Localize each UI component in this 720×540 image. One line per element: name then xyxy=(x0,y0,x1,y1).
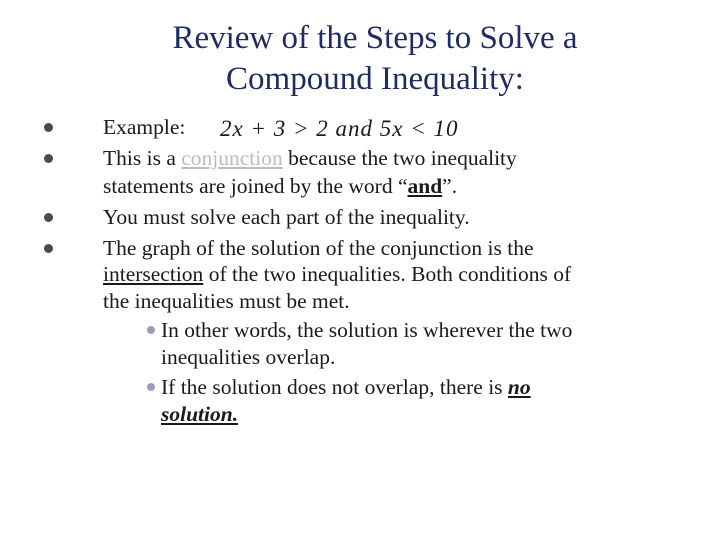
term-no: no xyxy=(507,375,531,399)
term-solution: solution. xyxy=(161,402,239,426)
title-line-1: Review of the Steps to Solve a xyxy=(172,20,578,56)
bullet-dot-icon xyxy=(44,154,53,163)
bullet-line: the inequalities must be met. xyxy=(103,289,350,313)
bullet-dot-icon xyxy=(44,123,53,132)
subbullet-dot-icon xyxy=(147,383,155,391)
title-line-2: Compound Inequality: xyxy=(226,61,524,97)
example-math: 2x + 3 > 2 and 5x < 10 xyxy=(220,116,459,141)
subbullet-dot-icon xyxy=(147,326,155,334)
term-conjunction: conjunction xyxy=(181,146,283,170)
bullet-dot-icon xyxy=(44,213,53,222)
subbullet-line xyxy=(161,400,238,428)
bullet-dot-icon xyxy=(44,244,53,253)
example-label: Example: xyxy=(103,115,186,139)
bullet-line: statements are joined by the word “and”. xyxy=(103,174,458,198)
bullet-line: This is a conjunction because the two inequality xyxy=(103,146,517,170)
bullet-line: intersection of the two inequalities. Both conditions of xyxy=(103,262,572,286)
slide-title xyxy=(140,18,610,100)
term-intersection: intersection xyxy=(103,262,204,286)
subbullet-line: inequalities overlap. xyxy=(161,345,336,369)
term-and: and xyxy=(407,174,443,198)
bullet-line: The graph of the solution of the conjunction is the xyxy=(103,236,534,260)
subbullet-line: In other words, the solution is wherever the two xyxy=(161,318,573,342)
bullet-line: You must solve each part of the inequality. xyxy=(103,205,470,229)
subbullet-line: If the solution does not overlap, there is no xyxy=(161,375,531,399)
